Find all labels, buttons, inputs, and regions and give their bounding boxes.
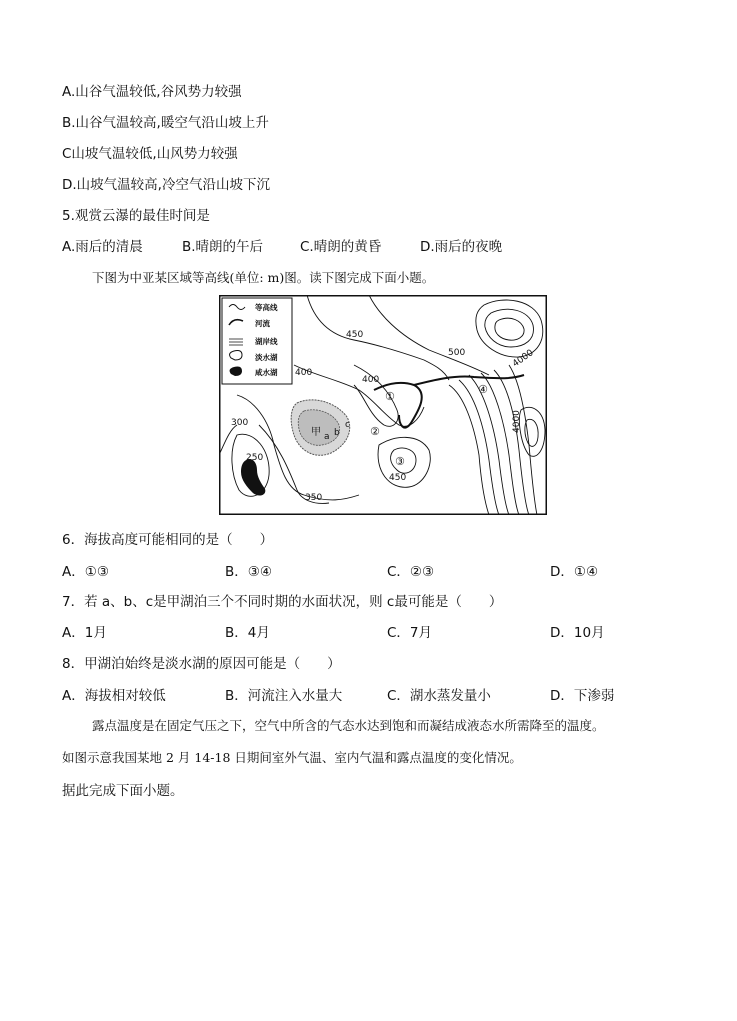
q6-option-b: B．③④ [225, 564, 272, 580]
lake-label-jia: 甲 [311, 427, 321, 438]
q5-option-b: B.晴朗的午后 [182, 239, 264, 255]
q4-option-b: B.山谷气温较高,暖空气沿山坡上升 [62, 115, 269, 131]
map-intro: 下图为中亚某区域等高线(单位: m)图。读下图完成下面小题。 [92, 270, 435, 285]
q8-option-a: A．海拔相对较低 [62, 688, 166, 704]
legend-river: 河流 [255, 319, 270, 328]
q6-option-a: A．①③ [62, 564, 109, 580]
q5-stem: 5.观赏云瀑的最佳时间是 [62, 208, 210, 224]
figure-description: 如图示意我国某地 2 月 14-18 日期间室外气温、室内气温和露点温度的变化情况。 [62, 750, 522, 765]
point-1: ① [385, 390, 395, 403]
legend-shoreline: 湖岸线 [255, 337, 278, 346]
q7-stem: 7．若 a、b、c是甲湖泊三个不同时期的水面状况，则 c最可能是（ ） [62, 594, 503, 610]
contour-label-250: 250 [246, 453, 264, 463]
q7-option-a: A．1月 [62, 625, 107, 641]
contour-label-300: 300 [231, 418, 249, 428]
q4-option-d: D.山坡气温较高,冷空气沿山坡下沉 [62, 177, 270, 193]
lake-label-a: a [324, 432, 330, 442]
q8-option-d: D．下渗弱 [550, 688, 615, 704]
instruction: 据此完成下面小题。 [62, 783, 184, 799]
q6-option-c: C．②③ [387, 564, 435, 580]
point-4: ④ [478, 383, 488, 396]
lake-label-c: c [345, 420, 350, 430]
contour-label-4000-right: 4000 [512, 410, 522, 433]
q6-stem: 6．海拔高度可能相同的是（ ） [62, 532, 274, 548]
contour-label-500: 500 [448, 348, 466, 358]
lake-label-b: b [334, 428, 340, 438]
legend-saltwater-lake: 咸水湖 [255, 368, 278, 377]
point-2: ② [370, 425, 380, 438]
contour-label-400-left: 400 [295, 368, 313, 378]
contour-label-4000-top: 4000 [510, 348, 536, 370]
contour-label-450: 450 [346, 330, 364, 340]
contour-label-350: 350 [305, 493, 323, 503]
q5-option-a: A.雨后的清晨 [62, 239, 143, 255]
q4-option-a: A.山谷气温较低,谷风势力较强 [62, 84, 242, 100]
q5-option-d: D.雨后的夜晚 [420, 239, 503, 255]
q8-option-c: C．湖水蒸发量小 [387, 688, 491, 704]
point-3: ③ [395, 455, 405, 468]
dewpoint-definition: 露点温度是在固定气压之下，空气中所含的气态水达到饱和而凝结成液态水所需降至的温度。 [92, 718, 605, 733]
q8-option-b: B．河流注入水量大 [225, 688, 343, 704]
q7-option-d: D．10月 [550, 625, 605, 641]
contour-map [219, 295, 547, 515]
q8-stem: 8．甲湖泊始终是淡水湖的原因可能是（ ） [62, 656, 341, 672]
legend-contour: 等高线 [255, 303, 278, 312]
legend-freshwater-lake: 淡水湖 [255, 353, 278, 362]
q5-option-c: C.晴朗的黄昏 [300, 239, 382, 255]
q4-option-c: C山坡气温较低,山风势力较强 [62, 146, 238, 162]
q7-option-b: B．4月 [225, 625, 270, 641]
contour-label-450-basin: 450 [389, 473, 407, 483]
q7-option-c: C．7月 [387, 625, 433, 641]
contour-label-400-mid: 400 [362, 375, 380, 385]
q6-option-d: D．①④ [550, 564, 599, 580]
